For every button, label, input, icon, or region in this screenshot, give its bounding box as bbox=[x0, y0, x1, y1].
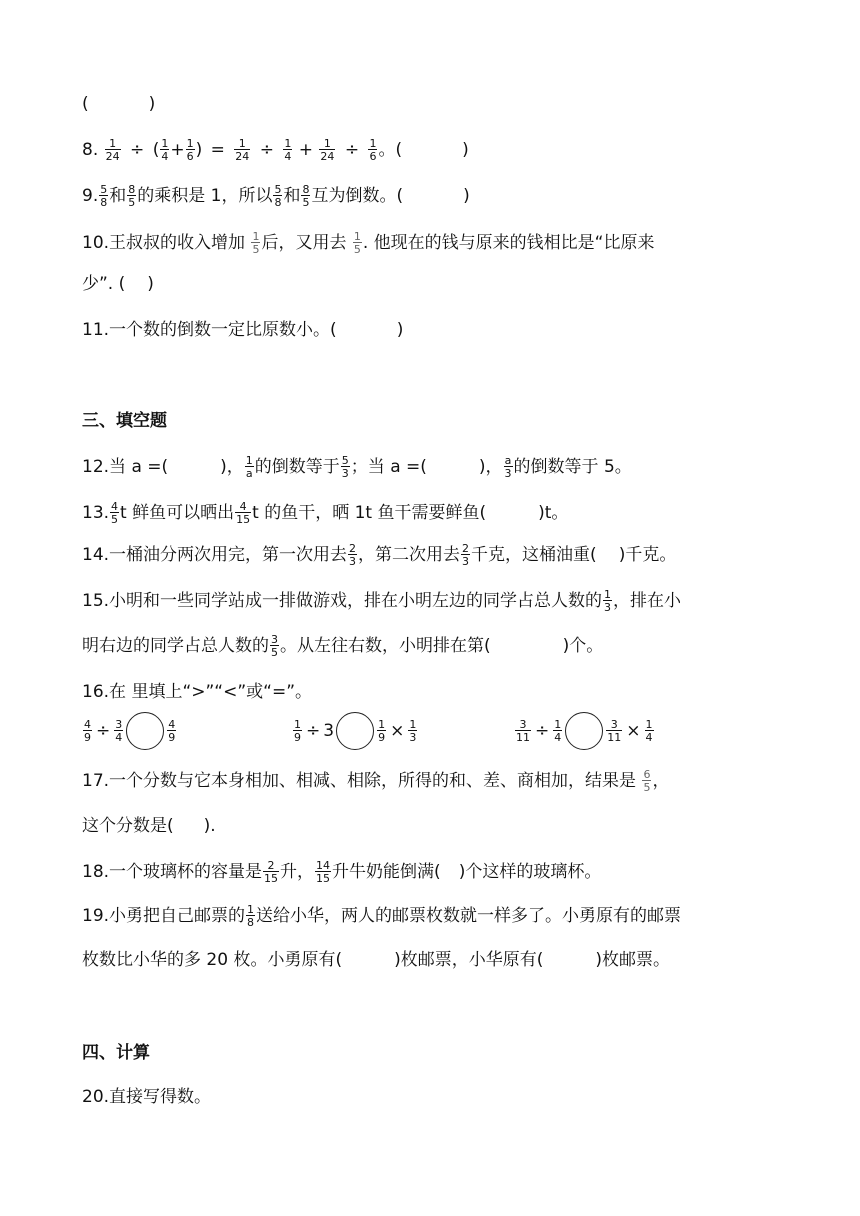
fraction: $\frac{5}{3}$ bbox=[341, 454, 349, 480]
question-12: 12.当 a =( )， $\frac{1}{a}$ 的倒数等于 $\frac{5}{3}$ ；当 a =( )， $\frac{a}{3}$ 的倒数等于 5。 bbox=[82, 454, 632, 480]
fraction: $\frac{6}{5}$ bbox=[643, 768, 651, 794]
fraction: $\frac{1}{3}$ bbox=[604, 588, 612, 614]
question-11: 11.一个数的倒数一定比原数小。( ) bbox=[82, 320, 404, 340]
fraction: $\frac{3}{11}$ bbox=[516, 718, 530, 744]
compare-item-2: $\frac{1}{9}$ ÷ 3 $\frac{1}{9}$ × $\frac{1}{3}$ bbox=[292, 712, 418, 750]
fraction: $\frac{4}{15}$ bbox=[236, 500, 251, 526]
compare-circle[interactable] bbox=[336, 712, 374, 750]
fraction: $\frac{8}{5}$ bbox=[302, 183, 310, 209]
fraction: $\frac{1}{6}$ bbox=[186, 137, 194, 163]
fraction: $\frac{1}{4}$ bbox=[554, 718, 562, 744]
compare-item-1: $\frac{4}{9}$ ÷ $\frac{3}{4}$ $\frac{4}{9}$ bbox=[82, 712, 177, 750]
question-19: 19.小勇把自己邮票的 $\frac{1}{8}$ 送给小华，两人的邮票枚数就一样多了。小勇原有的邮票 bbox=[82, 903, 682, 929]
fraction: $\frac{2}{3}$ bbox=[349, 542, 357, 568]
fraction: $\frac{1}{4}$ bbox=[645, 718, 653, 744]
fraction: $\frac{8}{5}$ bbox=[128, 183, 136, 209]
fraction: $\frac{1}{6}$ bbox=[369, 137, 377, 163]
fraction: $\frac{14}{15}$ bbox=[316, 859, 331, 885]
question-16: 16.在 里填上“>”“<”或“=”。 bbox=[82, 682, 313, 702]
fraction: $\frac{1}{5}$ bbox=[353, 230, 361, 256]
fraction: $\frac{2}{3}$ bbox=[462, 542, 470, 568]
question-15-line2: 明右边的同学占总人数的 $\frac{3}{5}$ 。从左往右数，小明排在第( )个。 bbox=[82, 633, 604, 659]
question-15: 15.小明和一些同学站成一排做游戏，排在小明左边的同学占总人数的 $\frac{1}{3}$ ，排在小 bbox=[82, 588, 682, 614]
fraction: $\frac{1}{5}$ bbox=[252, 230, 260, 256]
compare-circle[interactable] bbox=[565, 712, 603, 750]
fraction: $\frac{4}{9}$ bbox=[168, 718, 176, 744]
question-17-line2: 这个分数是( ). bbox=[82, 816, 216, 836]
fraction: $\frac{1}{24}$ bbox=[320, 137, 335, 163]
question-14: 14.一桶油分两次用完，第一次用去 $\frac{2}{3}$ ，第二次用去 $\frac{2}{3}$ 千克，这桶油重( )千克。 bbox=[82, 542, 677, 568]
question-9: 9. $\frac{5}{8}$ 和 $\frac{8}{5}$ 的乘积是 1，所以 $\frac{5}{8}$ 和 $\frac{8}{5}$ 互为倒数。( ) bbox=[82, 183, 470, 209]
question-19-line2: 枚数比小华的多 20 枚。小勇原有( )枚邮票，小华原有( )枚邮票。 bbox=[82, 950, 670, 970]
fraction: $\frac{1}{3}$ bbox=[409, 718, 417, 744]
fraction: $\frac{3}{11}$ bbox=[607, 718, 622, 744]
fraction: $\frac{4}{5}$ bbox=[111, 500, 119, 526]
fraction: $\frac{4}{9}$ bbox=[84, 718, 91, 744]
question-20: 20.直接写得数。 bbox=[82, 1087, 212, 1107]
fraction: $\frac{1}{24}$ bbox=[235, 137, 250, 163]
question-18: 18.一个玻璃杯的容量是 $\frac{2}{15}$ 升， $\frac{14}{15}$ 升牛奶能倒满( )个这样的玻璃杯。 bbox=[82, 859, 602, 885]
fraction: $\frac{1}{4}$ bbox=[161, 137, 169, 163]
question-13: 13. $\frac{4}{5}$ t 鲜鱼可以晒出 $\frac{4}{15}$ t 的鱼干，晒 1t 鱼干需要鲜鱼( )t。 bbox=[82, 500, 569, 526]
q7-answer-line: ( ) bbox=[82, 94, 156, 114]
section-title-calculation: 四、计算 bbox=[82, 1043, 150, 1063]
fraction: $\frac{5}{8}$ bbox=[100, 183, 108, 209]
question-10: 10.王叔叔的收入增加 $\frac{1}{5}$ 后，又用去 $\frac{1}{5}$ . 他现在的钱与原来的钱相比是“比原来 bbox=[82, 230, 655, 256]
compare-circle[interactable] bbox=[126, 712, 164, 750]
fraction: $\frac{2}{15}$ bbox=[264, 859, 279, 885]
section-title-fill-in: 三、填空题 bbox=[82, 411, 167, 431]
fraction: $\frac{1}{24}$ bbox=[105, 137, 120, 163]
question-17: 17.一个分数与它本身相加、相减、相除，所得的和、差、商相加，结果是 $\frac{6}{5}$ ， bbox=[82, 768, 670, 794]
compare-item-3: $\frac{3}{11}$ ÷ $\frac{1}{4}$ $\frac{3}{11}$ × $\frac{1}{4}$ bbox=[514, 712, 655, 750]
fraction: $\frac{a}{3}$ bbox=[504, 454, 512, 480]
fraction: $\frac{1}{9}$ bbox=[294, 718, 301, 744]
fraction: $\frac{1}{4}$ bbox=[284, 137, 292, 163]
fraction: $\frac{1}{8}$ bbox=[247, 903, 255, 929]
fraction: $\frac{1}{9}$ bbox=[378, 718, 386, 744]
fraction: $\frac{3}{5}$ bbox=[271, 633, 278, 659]
fraction: $\frac{3}{4}$ bbox=[115, 718, 123, 744]
question-8: 8. $\frac{1}{24}$ ÷ ( $\frac{1}{4}$ + $\frac{1}{6}$ ) = $\frac{1}{24}$ ÷ $\frac{1}{4}$ + $\frac{1}{24}$ ÷ $\frac{1}{6}$ 。( ) bbox=[82, 137, 469, 163]
fraction: $\frac{5}{8}$ bbox=[274, 183, 282, 209]
fraction: $\frac{1}{a}$ bbox=[245, 454, 253, 480]
question-10-line2: 少”. ( ) bbox=[82, 274, 154, 294]
